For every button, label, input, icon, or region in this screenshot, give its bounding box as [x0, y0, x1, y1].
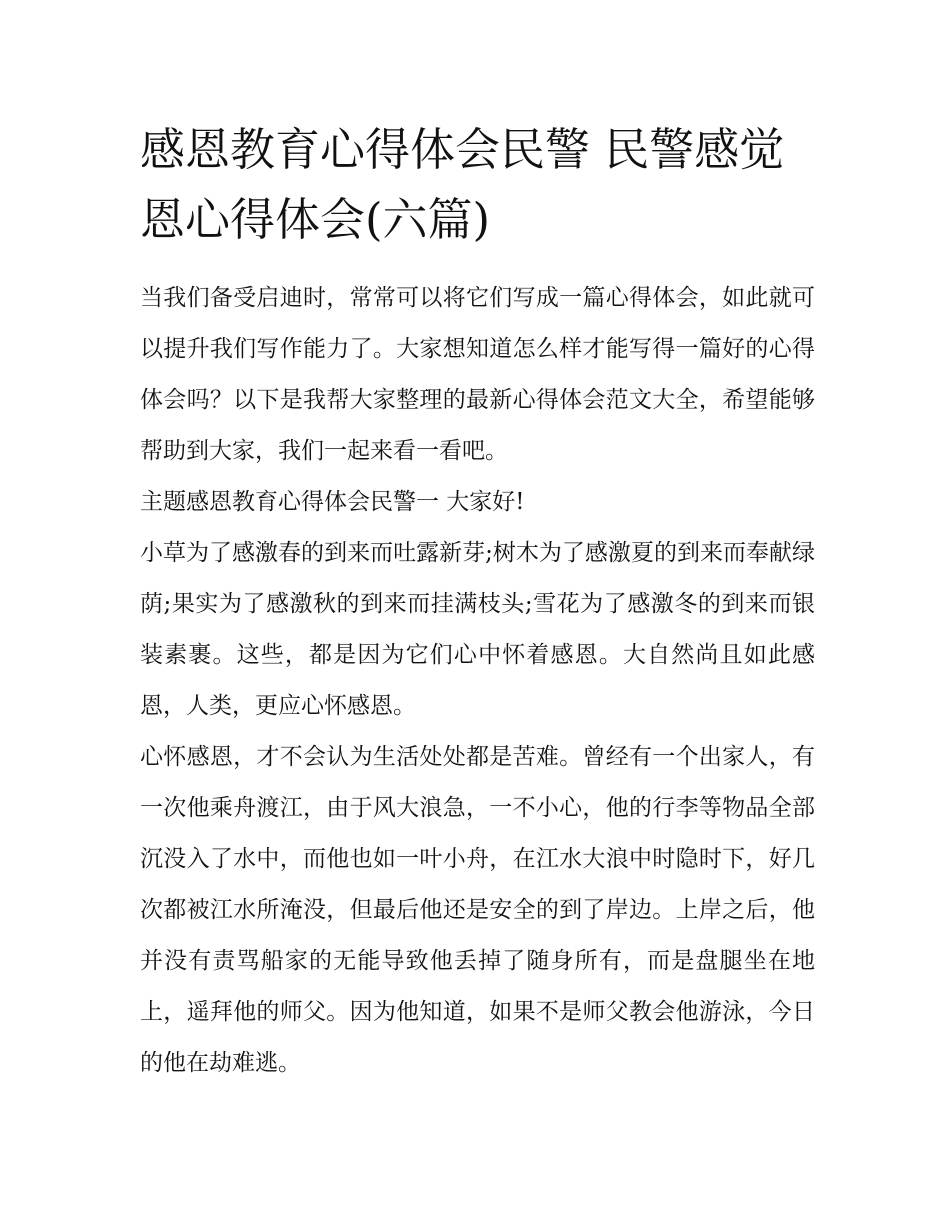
paragraph-heading-1: 主题感恩教育心得体会民警一 大家好! [140, 489, 525, 515]
paragraph-monk: 心怀感恩，才不会认为生活处处都是苦难。曾经有一个出家人，有一次他乘舟渡江，由于风大浪急，一不小心，他的行李等物品全部沉没入了水中，而他也如一叶小舟，在江水大浪中时隐时下，好几次都被江水所淹没，但最后他还是安全的到了岸边。上岸之后，他并没有责骂船家的无能导致他丢掉了随身所有，而是盘腿坐在地上，遥拜他的师父。因为他知道，如果不是师父教会他游泳，今日的他在劫难逃。 [140, 744, 815, 1076]
document-title: 感恩教育心得体会民警 民警感觉恩心得体会(六篇) [140, 123, 785, 246]
document-content [140, 115, 815, 1089]
paragraph-grass: 小草为了感激春的到来而吐露新芽;树木为了感激夏的到来而奉献绿荫;果实为了感激秋的到来而挂满枝头;雪花为了感激冬的到来而银装素裹。这些，都是因为它们心中怀着感恩。大自然尚且如此感恩，人类，更应心怀感恩。 [140, 540, 815, 719]
paragraph-intro: 当我们备受启迪时，常常可以将它们写成一篇心得体会，如此就可以提升我们写作能力了。大家想知道怎么样才能写得一篇好的心得体会吗？以下是我帮大家整理的最新心得体会范文大全，希望能够帮助到大家，我们一起来看一看吧。 [140, 285, 815, 464]
